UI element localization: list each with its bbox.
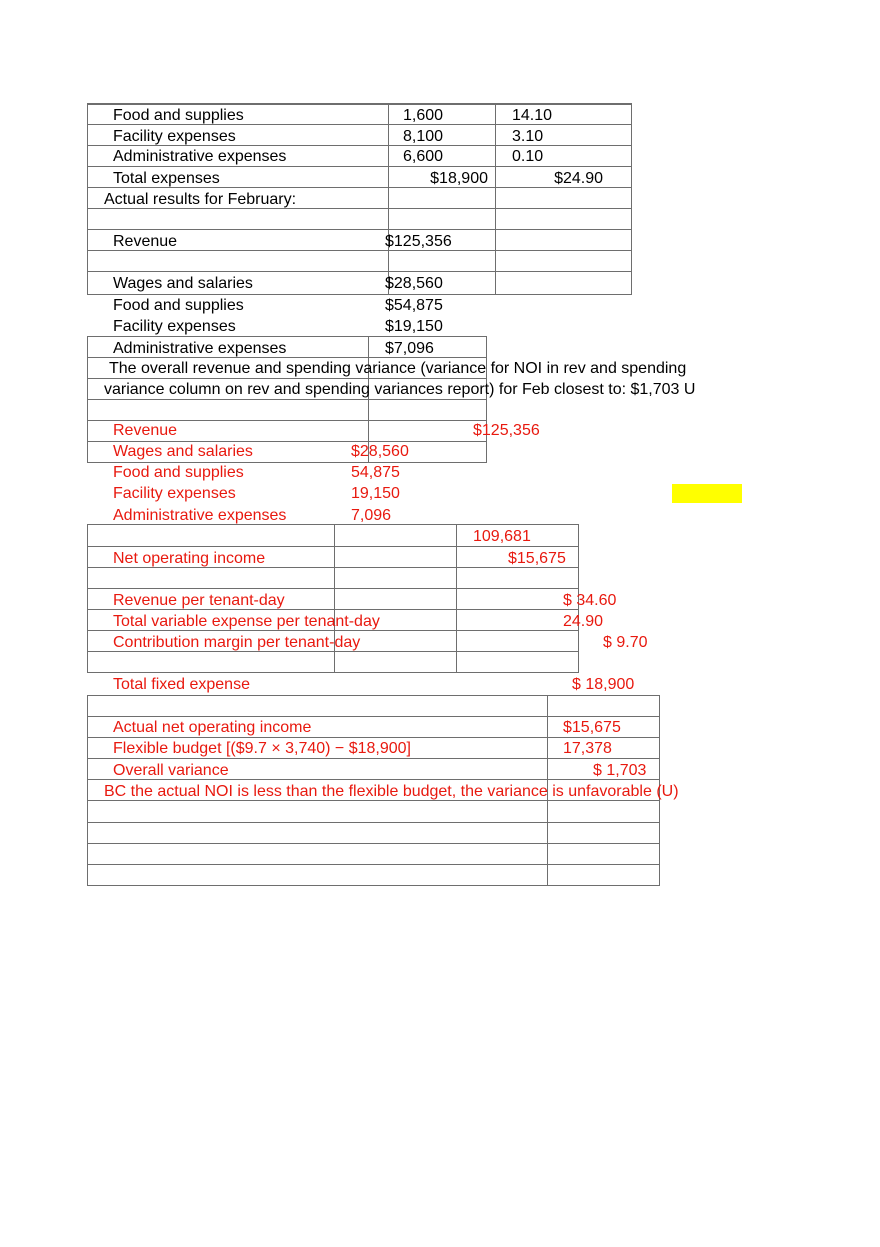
overall-variance-label: Overall variance [113, 762, 229, 779]
solution-revenue-value: $125,356 [473, 422, 540, 439]
actual-expense-label: Food and supplies [113, 297, 244, 314]
budget-row-label: Administrative expenses [113, 148, 287, 165]
flexible-budget-label: Flexible budget [($9.7 × 3,740) − $18,900] [113, 740, 411, 757]
fixed-expense-value: $ 18,900 [572, 676, 635, 693]
revenue-per-day-value: $ 34.60 [563, 592, 617, 609]
budget-row-variable: 3.10 [512, 128, 544, 145]
question-text-line1: The overall revenue and spending variance (variance for NOI in rev and spending [109, 360, 687, 377]
budget-row-fixed: 6,600 [403, 148, 444, 165]
actual-expense-label: Administrative expenses [113, 340, 287, 357]
actual-revenue-value: $125,356 [385, 233, 452, 250]
actual-expense-label: Wages and salaries [113, 275, 253, 292]
solution-expense-value: 7,096 [351, 507, 392, 524]
budget-row-label: Food and supplies [113, 107, 244, 124]
yellow-highlight-cell [672, 484, 742, 503]
budget-total-variable: $24.90 [554, 170, 603, 187]
actual-expense-value: $7,096 [385, 340, 434, 357]
solution-expense-value: 54,875 [351, 464, 400, 481]
flexible-budget-value: 17,378 [563, 740, 612, 757]
revenue-per-day-label: Revenue per tenant-day [113, 592, 285, 609]
solution-expense-label: Wages and salaries [113, 443, 253, 460]
solution-expense-label: Administrative expenses [113, 507, 287, 524]
budget-row-fixed: 1,600 [403, 107, 444, 124]
budget-total-fixed: $18,900 [430, 170, 488, 187]
question-text-line2: variance column on rev and spending variances report) for Feb closest to: $1,703 U [104, 381, 696, 398]
solution-expense-value: 19,150 [351, 485, 400, 502]
contribution-margin-label: Contribution margin per tenant-day [113, 634, 361, 651]
variable-per-day-label: Total variable expense per tenant-day [113, 613, 380, 630]
actual-expense-value: $28,560 [385, 275, 443, 292]
solution-revenue-label: Revenue [113, 422, 178, 439]
solution-expense-label: Food and supplies [113, 464, 244, 481]
budget-row-label: Facility expenses [113, 128, 236, 145]
actual-results-header: Actual results for February: [104, 191, 297, 208]
actual-expense-value: $19,150 [385, 318, 443, 335]
actual-noi-value: $15,675 [563, 719, 621, 736]
net-operating-income-value: $15,675 [508, 550, 566, 567]
fixed-expense-label: Total fixed expense [113, 676, 250, 693]
actual-noi-label: Actual net operating income [113, 719, 312, 736]
actual-expense-value: $54,875 [385, 297, 443, 314]
net-operating-income-label: Net operating income [113, 550, 266, 567]
solution-expense-label: Facility expenses [113, 485, 236, 502]
actual-revenue-label: Revenue [113, 233, 178, 250]
overall-variance-value: $ 1,703 [593, 762, 647, 779]
budget-row-fixed: 8,100 [403, 128, 444, 145]
solution-total-expenses: 109,681 [473, 528, 531, 545]
budget-row-variable: 14.10 [512, 107, 553, 124]
budget-row-variable: 0.10 [512, 148, 544, 165]
budget-total-label: Total expenses [113, 170, 220, 187]
variable-per-day-value: 24.90 [563, 613, 604, 630]
variance-conclusion: BC the actual NOI is less than the flexible budget, the variance is unfavorable (U) [104, 783, 679, 800]
actual-expense-label: Facility expenses [113, 318, 236, 335]
contribution-margin-value: $ 9.70 [603, 634, 648, 651]
solution-expense-value: $28,560 [351, 443, 409, 460]
